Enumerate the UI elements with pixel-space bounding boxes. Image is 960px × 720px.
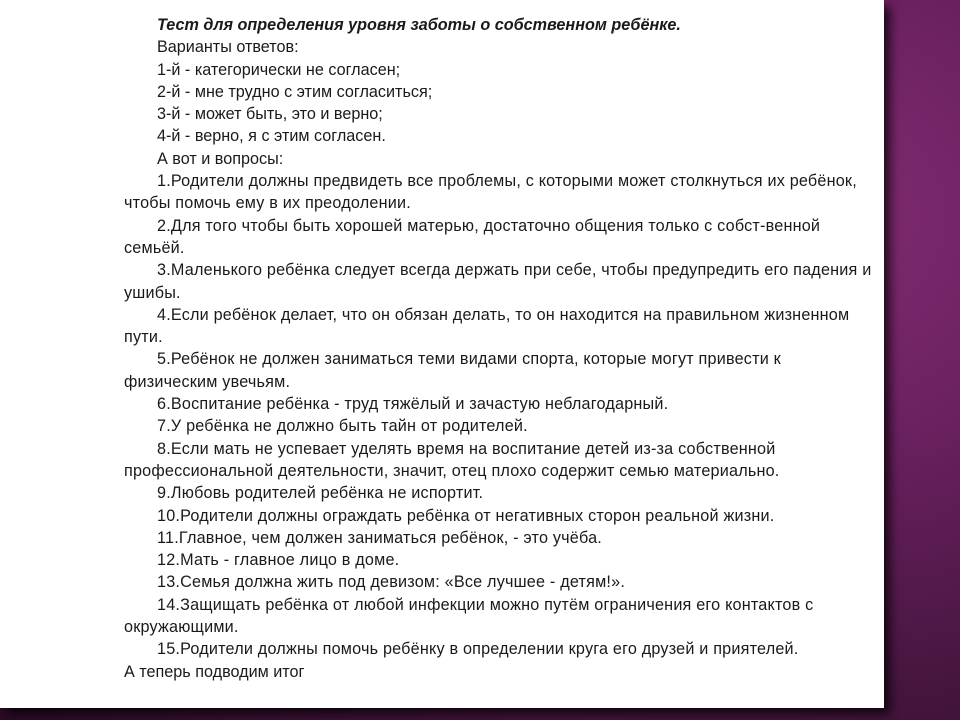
question-item: 6.Воспитание ребёнка - труд тяжёлый и зачастую неблагодарный. <box>157 395 669 414</box>
questions-heading: А вот и вопросы: <box>157 149 284 168</box>
question-item: 15.Родители должны помочь ребёнку в определении круга его друзей и приятелей. <box>157 640 799 659</box>
question-item: 14.Защищать ребёнка от любой инфекции можно путём ограничения его контактов с окружающими. <box>124 595 814 637</box>
closing-line: А теперь подводим итог <box>124 662 305 681</box>
question-item: 3.Маленького ребёнка следует всегда держать при себе, чтобы предупредить его падения и ушибы. <box>124 261 872 302</box>
question-item: 12.Мать - главное лицо в доме. <box>157 551 400 570</box>
document-text <box>124 14 874 683</box>
question-item: 10.Родители должны ограждать ребёнка от негативных сторон реальной жизни. <box>157 506 775 525</box>
answer-option-3: 3-й - может быть, это и верно; <box>157 105 383 124</box>
answer-option-4: 4-й - верно, я с этим согласен. <box>157 127 386 146</box>
document-title: Тест для определения уровня заботы о собственном ребёнке. <box>157 16 681 34</box>
question-item: 1.Родители должны предвидеть все проблемы, с которыми может столкнуться их ребёнок, чтобы помочь ему в их преодолении. <box>124 172 857 213</box>
question-item: 5.Ребёнок не должен заниматься теми видами спорта, которые могут привести к физическим увечьям. <box>124 350 781 391</box>
question-item: 8.Если мать не успевает уделять время на воспитание детей из-за собственной профессиональной деятельности, значит, отец плохо содержит семью материально. <box>124 439 780 480</box>
answers-heading: Варианты ответов: <box>157 38 299 57</box>
question-item: 9.Любовь родителей ребёнка не испортит. <box>157 484 484 503</box>
question-item: 13.Семья должна жить под девизом: «Все лучшее - детям!». <box>157 573 626 592</box>
question-item: 11.Главное, чем должен заниматься ребёнок, - это учёба. <box>157 528 602 547</box>
answer-option-2: 2-й - мне трудно с этим согласиться; <box>157 82 433 101</box>
question-item: 7.У ребёнка не должно быть тайн от родителей. <box>157 417 528 436</box>
answer-option-1: 1-й - категорически не согласен; <box>157 60 401 79</box>
question-item: 2.Для того чтобы быть хорошей матерью, достаточно общения только с собст-венной семьёй. <box>124 216 821 257</box>
question-item: 4.Если ребёнок делает, что он обязан делать, то он находится на правильном жизненном пути. <box>124 305 850 347</box>
